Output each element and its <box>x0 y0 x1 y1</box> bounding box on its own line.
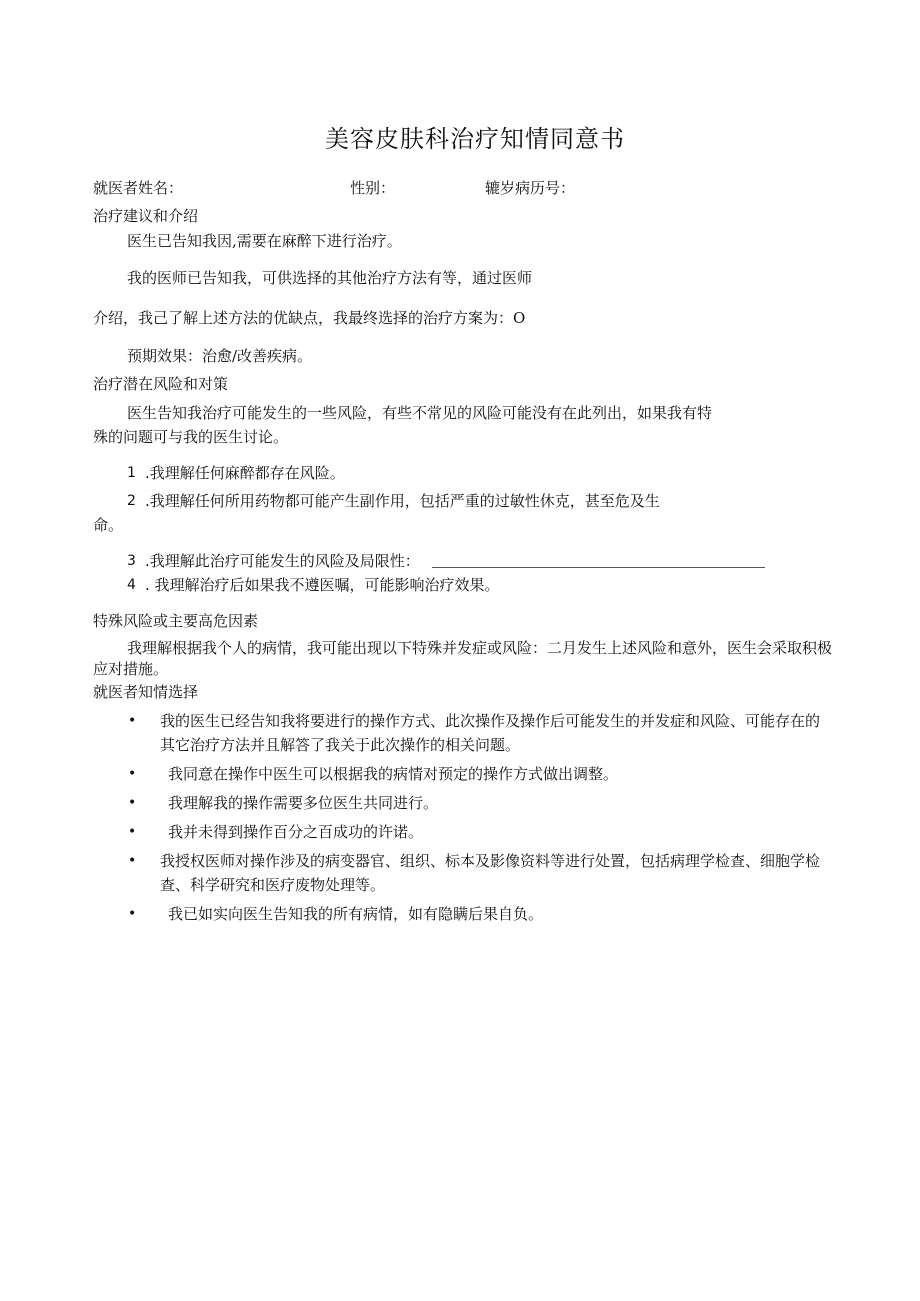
section-heading-treatment-advice: 治疗建议和介绍 <box>93 207 199 225</box>
list-item: 我并未得到操作百分之百成功的许诺。 <box>168 823 424 841</box>
section-heading-risks: 治疗潜在风险和对策 <box>93 375 229 393</box>
paragraph: 殊的问题可与我的医生讨论。 <box>93 428 289 446</box>
patient-gender-label: 性别： <box>350 179 396 197</box>
bullet-icon: • <box>128 824 137 840</box>
patient-name-label: 就医者姓名： <box>93 179 184 197</box>
bullet-icon: • <box>128 713 137 729</box>
bullet-icon: • <box>128 766 137 782</box>
section-heading-informed-choice: 就医者知情选择 <box>93 683 199 701</box>
paragraph: 医生已告知我因,需要在麻醉下进行治疗。 <box>127 232 402 250</box>
list-item: .我理解任何所用药物都可能产生副作用，包括严重的过敏性休克，甚至危及生 <box>145 492 660 510</box>
bullet-icon: • <box>128 795 137 811</box>
bullet-icon: • <box>128 853 137 869</box>
list-item: 我已如实向医生告知我的所有病情，如有隐瞒后果自负。 <box>168 905 544 923</box>
page-title: 美容皮肤科治疗知情同意书 <box>325 125 625 153</box>
paragraph: 我理解根据我个人的病情，我可能出现以下特殊并发症或风险：二月发生上述风险和意外，医生会采取积极 <box>127 639 833 657</box>
bullet-icon: • <box>128 906 137 922</box>
paragraph: 介绍，我己了解上述方法的优缺点，我最终选择的治疗方案为：O <box>93 309 526 327</box>
paragraph: 应对措施。 <box>93 660 169 678</box>
list-item-number: 3 <box>127 553 136 569</box>
list-item-number: 1 <box>127 465 136 481</box>
blank-underline <box>432 567 765 568</box>
list-item: 我理解我的操作需要多位医生共同进行。 <box>168 794 439 812</box>
list-item: 我的医生已经告知我将要进行的操作方式、此次操作及操作后可能发生的并发症和风险、可能存在的 <box>160 712 821 730</box>
section-heading-special-risks: 特殊风险或主要高危因素 <box>93 612 259 630</box>
list-item-number: 2 <box>127 493 136 509</box>
paragraph: 预期效果：治愈/改善疾病。 <box>127 347 313 365</box>
list-item-continuation: 其它治疗方法并且解答了我关于此次操作的相关问题。 <box>160 736 521 754</box>
list-item: 我授权医师对操作涉及的病变器官、组织、标本及影像资料等进行处置，包括病理学检查、细胞学检 <box>160 852 821 870</box>
list-item-continuation: 命。 <box>93 516 124 534</box>
list-item-number: 4 <box>127 577 136 593</box>
list-item: .我理解此治疗可能发生的风险及局限性： <box>145 552 420 570</box>
list-item: . 我理解治疗后如果我不遵医嘱，可能影响治疗效果。 <box>145 576 500 594</box>
list-item: 我同意在操作中医生可以根据我的病情对预定的操作方式做出调整。 <box>168 765 619 783</box>
patient-age-record-label: 辘岁病历号： <box>485 179 576 197</box>
list-item-continuation: 查、科学研究和医疗废物处理等。 <box>160 876 386 894</box>
paragraph: 医生告知我治疗可能发生的一些风险，有些不常见的风险可能没有在此列出，如果我有特 <box>127 404 713 422</box>
list-item: .我理解任何麻醉都存在风险。 <box>145 464 345 482</box>
paragraph: 我的医师已告知我，可供选择的其他治疗方法有等，通过医师 <box>127 269 533 287</box>
